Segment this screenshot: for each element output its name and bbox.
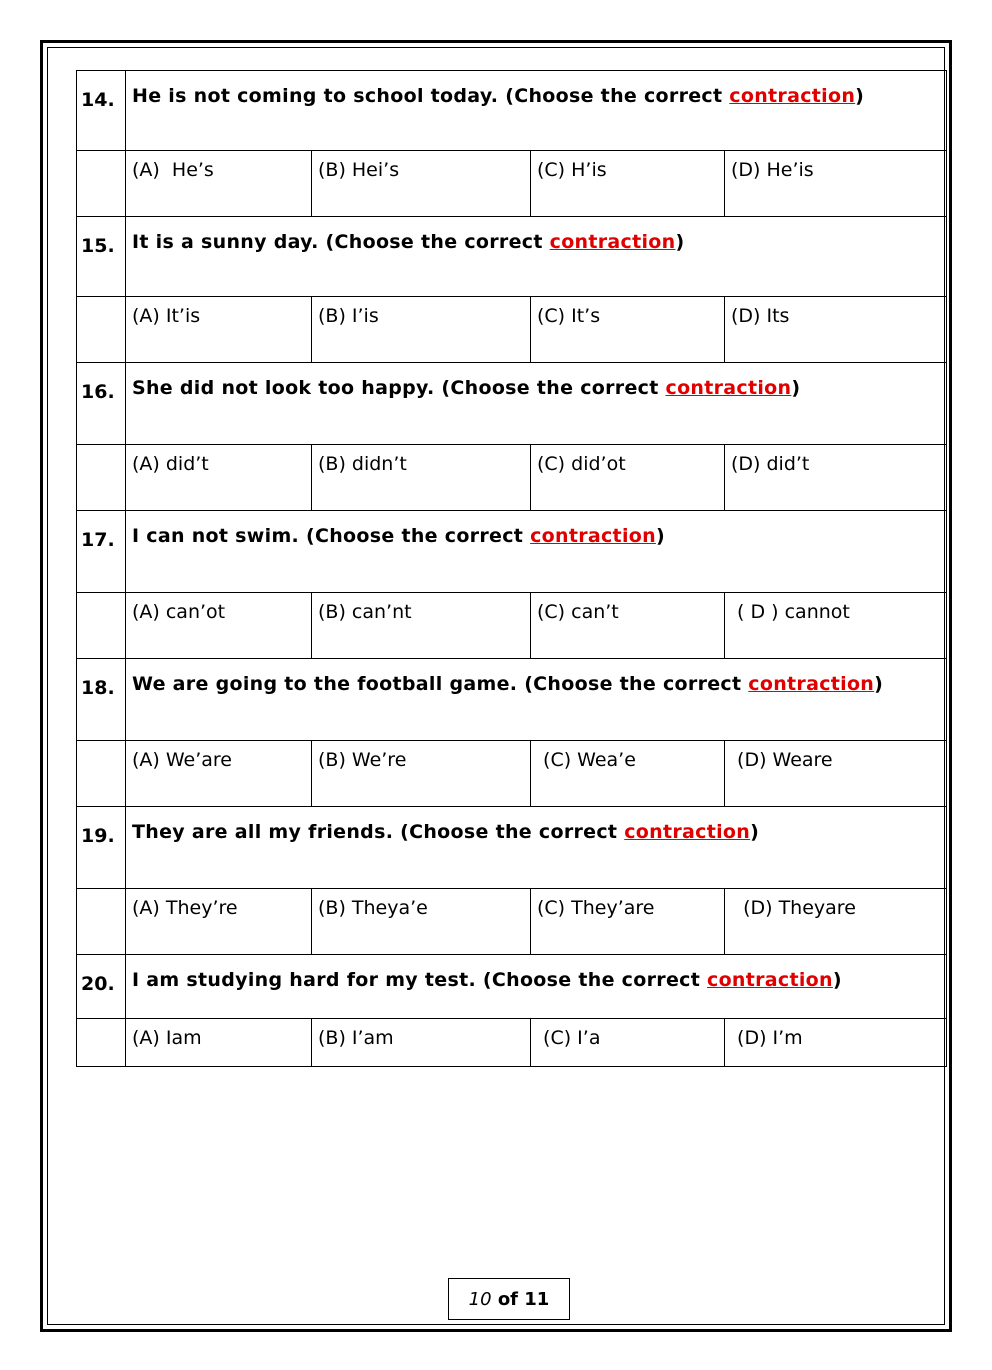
answer-option-label: (D) He’is	[731, 159, 814, 181]
answer-option[interactable]	[126, 445, 312, 511]
question-text-cell	[126, 363, 947, 445]
answer-option-label: (A) It’is	[132, 305, 201, 327]
question-text-cell	[126, 807, 947, 889]
options-row	[77, 445, 947, 511]
answer-option-label: (C) They’are	[537, 897, 655, 919]
total-pages: 11	[524, 1288, 550, 1310]
question-text-cell	[126, 659, 947, 741]
answer-option-label: (C) H’is	[537, 159, 607, 181]
answer-option-label: (B) can’nt	[318, 601, 412, 623]
question-stem: I can not swim. (Choose the correct	[132, 525, 531, 547]
question-number-cell	[77, 807, 126, 889]
question-number: 14.	[81, 89, 115, 111]
question-row	[77, 217, 947, 297]
answer-option-label: (A) He’s	[132, 159, 214, 181]
page-number-box	[448, 1278, 570, 1320]
answer-option[interactable]	[531, 593, 725, 659]
question-text	[126, 807, 759, 843]
answer-option-label: (A) We’are	[132, 749, 232, 771]
current-page: 10	[468, 1288, 492, 1310]
answer-option-label: (C) I’a	[537, 1027, 601, 1049]
question-text-cell	[126, 511, 947, 593]
options-spacer-cell	[77, 297, 126, 363]
question-keyword: contraction	[665, 377, 792, 399]
question-number: 15.	[81, 235, 115, 257]
options-row	[77, 1019, 947, 1067]
answer-option[interactable]	[312, 1019, 531, 1067]
question-number: 19.	[81, 825, 115, 847]
answer-option[interactable]	[126, 889, 312, 955]
answer-option[interactable]	[725, 297, 947, 363]
question-row	[77, 807, 947, 889]
answer-option[interactable]	[126, 297, 312, 363]
answer-option[interactable]	[312, 151, 531, 217]
answer-option-label: (D) Weare	[731, 749, 833, 771]
answer-option-label: (A) can’ot	[132, 601, 226, 623]
answer-option[interactable]	[126, 593, 312, 659]
answer-option-label: (D) I’m	[731, 1027, 803, 1049]
question-text	[126, 363, 800, 399]
question-text-cell	[126, 71, 947, 151]
question-stem: It is a sunny day. (Choose the correct	[132, 231, 550, 253]
question-keyword: contraction	[530, 525, 656, 547]
question-stem: She did not look too happy. (Choose the correct	[132, 377, 666, 399]
question-text	[126, 71, 864, 107]
question-keyword: contraction	[549, 231, 676, 253]
answer-option[interactable]	[126, 1019, 312, 1067]
question-tail: )	[874, 673, 884, 695]
answer-option-label: (B) Hei’s	[318, 159, 400, 181]
question-number: 20.	[81, 973, 115, 995]
question-stem: They are all my friends. (Choose the correct	[132, 821, 625, 843]
answer-option[interactable]	[312, 593, 531, 659]
answer-option-label: (D) Its	[731, 305, 790, 327]
question-stem: He is not coming to school today. (Choose the correct	[132, 85, 730, 107]
options-spacer-cell	[77, 889, 126, 955]
question-row	[77, 659, 947, 741]
question-keyword: contraction	[729, 85, 856, 107]
answer-option[interactable]	[531, 151, 725, 217]
question-row	[77, 511, 947, 593]
question-number-cell	[77, 955, 126, 1019]
question-text	[126, 659, 883, 695]
question-text-cell	[126, 217, 947, 297]
question-tail: )	[855, 85, 865, 107]
answer-option[interactable]	[531, 741, 725, 807]
answer-option-label: (A) They’re	[132, 897, 238, 919]
question-tail: )	[675, 231, 685, 253]
page-of-label: of	[491, 1288, 525, 1310]
question-row	[77, 71, 947, 151]
answer-option-label: (D) did’t	[731, 453, 810, 475]
answer-option[interactable]	[725, 445, 947, 511]
question-tail: )	[750, 821, 760, 843]
answer-option[interactable]	[725, 1019, 947, 1067]
answer-option-label: (C) can’t	[537, 601, 619, 623]
question-text	[126, 511, 665, 547]
answer-option-label: (A) did’t	[132, 453, 209, 475]
question-keyword: contraction	[624, 821, 751, 843]
answer-option[interactable]	[725, 741, 947, 807]
answer-option-label: (B) I’is	[318, 305, 379, 327]
question-keyword: contraction	[748, 673, 875, 695]
answer-option[interactable]	[312, 445, 531, 511]
answer-option-label: (B) didn’t	[318, 453, 407, 475]
answer-option[interactable]	[531, 889, 725, 955]
options-spacer-cell	[77, 593, 126, 659]
question-stem: We are going to the football game. (Choose the correct	[132, 673, 749, 695]
options-row	[77, 297, 947, 363]
question-tail: )	[791, 377, 801, 399]
question-text-cell	[126, 955, 947, 1019]
quiz-table	[76, 70, 947, 1067]
answer-option[interactable]	[312, 297, 531, 363]
answer-option-label: (C) did’ot	[537, 453, 626, 475]
answer-option-label: ( D ) cannot	[731, 601, 850, 623]
options-row	[77, 593, 947, 659]
answer-option-label: (C) It’s	[537, 305, 601, 327]
answer-option-label: (B) Theya’e	[318, 897, 428, 919]
answer-option-label: (B) I’am	[318, 1027, 394, 1049]
question-text	[126, 217, 684, 253]
question-tail: )	[655, 525, 665, 547]
options-row	[77, 889, 947, 955]
question-row	[77, 955, 947, 1019]
question-number: 18.	[81, 677, 115, 699]
answer-option-label: (B) We’re	[318, 749, 407, 771]
answer-option-label: (A) Iam	[132, 1027, 202, 1049]
answer-option[interactable]	[531, 445, 725, 511]
question-row	[77, 363, 947, 445]
answer-option-label: (C) Wea’e	[537, 749, 636, 771]
question-number-cell	[77, 363, 126, 445]
question-number-cell	[77, 511, 126, 593]
question-number-cell	[77, 659, 126, 741]
options-spacer-cell	[77, 1019, 126, 1067]
options-row	[77, 151, 947, 217]
question-text	[126, 955, 842, 991]
question-number-cell	[77, 71, 126, 151]
question-stem: I am studying hard for my test. (Choose the correct	[132, 969, 707, 991]
answer-option[interactable]	[725, 593, 947, 659]
answer-option[interactable]	[531, 297, 725, 363]
options-spacer-cell	[77, 741, 126, 807]
question-number-cell	[77, 217, 126, 297]
answer-option[interactable]	[126, 151, 312, 217]
question-number: 17.	[81, 529, 115, 551]
options-row	[77, 741, 947, 807]
question-number: 16.	[81, 381, 115, 403]
options-spacer-cell	[77, 445, 126, 511]
answer-option[interactable]	[126, 741, 312, 807]
options-spacer-cell	[77, 151, 126, 217]
answer-option[interactable]	[531, 1019, 725, 1067]
question-keyword: contraction	[707, 969, 833, 991]
answer-option[interactable]	[725, 151, 947, 217]
answer-option[interactable]	[725, 889, 947, 955]
question-tail: )	[832, 969, 842, 991]
answer-option-label: (D) Theyare	[731, 897, 856, 919]
answer-option[interactable]	[312, 741, 531, 807]
answer-option[interactable]	[312, 889, 531, 955]
